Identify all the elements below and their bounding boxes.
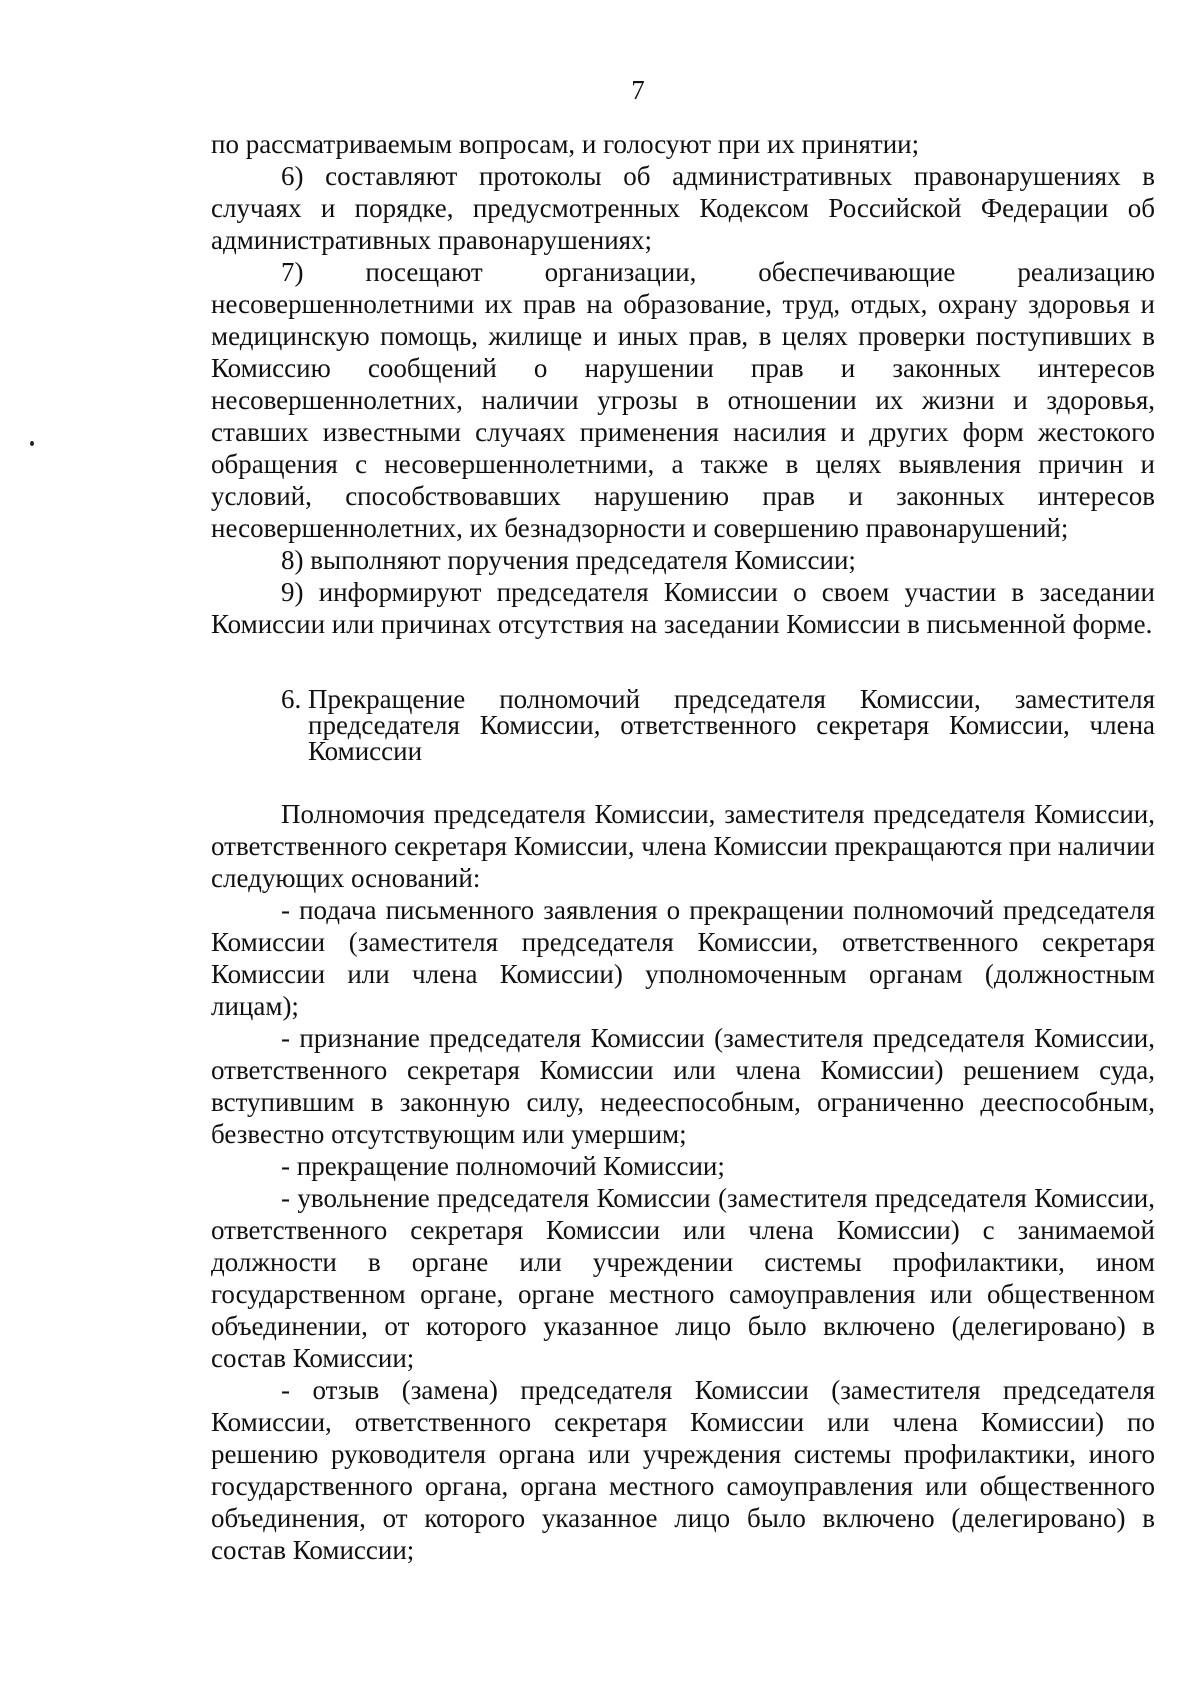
section-number: 6. xyxy=(281,684,302,714)
paragraph-continuation: по рассматриваемым вопросам, и голосуют при их принятии; xyxy=(211,129,920,159)
termination-ground-1: - подача письменного заявления о прекращении полномочий председателя Комиссии (заместителя председателя Комиссии, ответственного секретаря Комиссии или члена Комиссии) уполномоченным органам (должностным лицам); xyxy=(211,895,1155,1021)
page-number: 7 xyxy=(631,75,645,105)
scan-artifact-dot xyxy=(30,441,34,446)
list-item-6: 6) составляют протоколы об административных правонарушениях в случаях и порядке, предусмотренных Кодексом Российской Федерации об административных правонарушениях; xyxy=(211,161,1155,255)
list-item-7: 7) посещают организации, обеспечивающие реализацию несовершеннолетними их прав на образование, труд, отдых, охрану здоровья и медицинскую помощь, жилище и иных прав, в целях проверки поступивших в Комиссию сообщений о нарушении прав и законных интересов несовершеннолетних, наличии угрозы в отношении их жизни и здоровья, ставших известными случаях применения насилия и других форм жестокого обращения с несовершеннолетними, а также в целях выявления причин и условий, способствовавших нарушению прав и законных интересов несовершеннолетних, их безнадзорности и совершению правонарушений; xyxy=(211,257,1155,543)
termination-ground-4: - увольнение председателя Комиссии (заместителя председателя Комиссии, ответственного секретаря Комиссии или члена Комиссии) с занимаемой должности в органе или учреждении системы профилактики, ином государственном органе, органе местного самоуправления или общественном объединении, от которого указанное лицо было включено (делегировано) в состав Комиссии; xyxy=(211,1183,1155,1373)
termination-ground-3: - прекращение полномочий Комиссии; xyxy=(281,1151,725,1181)
section-title: Прекращение полномочий председателя Комиссии, заместителя председателя Комиссии, ответственного секретаря Комиссии, члена Комиссии xyxy=(308,684,1155,766)
termination-ground-2: - признание председателя Комиссии (заместителя председателя Комиссии, ответственного секретаря Комиссии или члена Комиссии) решением суда, вступившим в законную силу, недееспособным, ограниченно дееспособным, безвестно отсутствующим или умершим; xyxy=(211,1023,1155,1149)
list-item-9: 9) информируют председателя Комиссии о своем участии в заседании Комиссии или причинах отсутствия на заседании Комиссии в письменной форме. xyxy=(211,577,1155,639)
document-body xyxy=(211,128,1155,1566)
section-intro-paragraph: Полномочия председателя Комиссии, заместителя председателя Комиссии, ответственного секретаря Комиссии, члена Комиссии прекращаются при наличии следующих оснований: xyxy=(211,799,1155,893)
list-item-8: 8) выполняют поручения председателя Комиссии; xyxy=(281,545,856,575)
termination-ground-5: - отзыв (замена) председателя Комиссии (заместителя председателя Комиссии, ответственного секретаря Комиссии или члена Комиссии) по решению руководителя органа или учреждения системы профилактики, иного государственного органа, органа местного самоуправления или общественного объединения, от которого указанное лицо было включено (делегировано) в состав Комиссии; xyxy=(211,1375,1155,1565)
section-heading xyxy=(211,686,1155,764)
